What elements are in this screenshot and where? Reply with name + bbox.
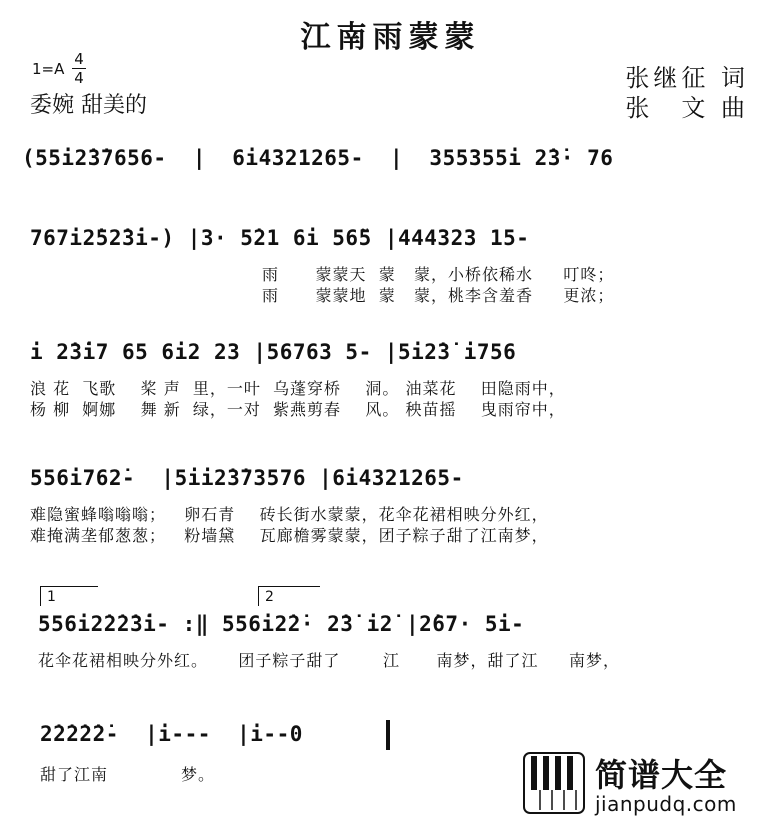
time-signature-top: 4 — [74, 50, 84, 68]
lyrics-system-3-verse-1: 浪 花 飞歌 桨 声 里，一叶 乌蓬穿桥 洞。 油菜花 田隐雨中， — [30, 379, 566, 398]
key-signature: 1=A — [32, 60, 65, 78]
composer-credit: 张 文 曲 — [625, 94, 749, 122]
notation-system-5: 556i2̇2̇2̇3̇i- :‖ 556i2̇2̇· 2̇3̇ i2̇ |2̇67· 5i- — [38, 612, 525, 636]
final-barline — [386, 720, 390, 750]
notation-system-3: i 2̇3̇i7 65 6i2 23 |56763 5- |5i2̇3̇ i756 — [30, 340, 517, 364]
logo-url-text: jianpudq.com — [595, 792, 737, 816]
site-logo — [523, 750, 773, 818]
lyrics-system-4-verse-2: 难掩满垄郁葱葱； 粉墙黛 瓦廊檐雾蒙蒙，团子粽子甜了江南梦， — [30, 526, 549, 545]
volta-second-ending: 2 — [258, 586, 320, 606]
lyrics-system-4-verse-1: 难隐蜜蜂嗡嗡嗡； 卵石青 砖长街水蒙蒙，花伞花裙相映分外红， — [30, 505, 549, 524]
lyrics-system-6-verse-1: 甜了江南 梦。 — [40, 765, 216, 784]
volta-first-ending: 1 — [40, 586, 98, 606]
notation-system-2: 767i2̇52̇3̇i-) |3· 5̇21 6i 56̃5 |444323 15- — [30, 226, 530, 250]
song-title: 江南雨蒙蒙 — [300, 20, 481, 55]
notation-system-1: (55i2̇3̇7656- | 6i4321265- | 355355i 2̇3̇· 76 — [22, 146, 614, 170]
notation-system-6: 2̇2̇2̇2̇2̇- |i--- |i--0 — [40, 722, 303, 746]
time-signature-bottom: 4 — [74, 69, 84, 87]
time-signature — [72, 52, 86, 85]
lyrics-system-2-verse-1: 雨 蒙蒙天 蒙 蒙，小桥依稀水 叮咚； — [262, 265, 615, 284]
notation-system-4: 556i762̇- |5ii2̇3̇73576 |6i4321265- — [30, 466, 464, 490]
lyrics-system-3-verse-2: 杨 柳 婀娜 舞 新 绿，一对 紫燕剪春 风。 秧苗摇 曳雨帘中， — [30, 400, 566, 419]
lyricist-credit: 张继征 词 — [625, 64, 749, 92]
tempo-mark: 委婉 甜美的 — [30, 93, 147, 118]
lyrics-system-2-verse-2: 雨 蒙蒙地 蒙 蒙，桃李含羞香 更浓； — [262, 286, 615, 305]
lyrics-system-5-verse-1: 花伞花裙相映分外红。 团子粽子甜了 江 南梦，甜了江 南梦， — [38, 651, 620, 670]
piano-keys-icon — [523, 752, 585, 814]
logo-brand-text: 简谱大全 — [595, 756, 728, 794]
